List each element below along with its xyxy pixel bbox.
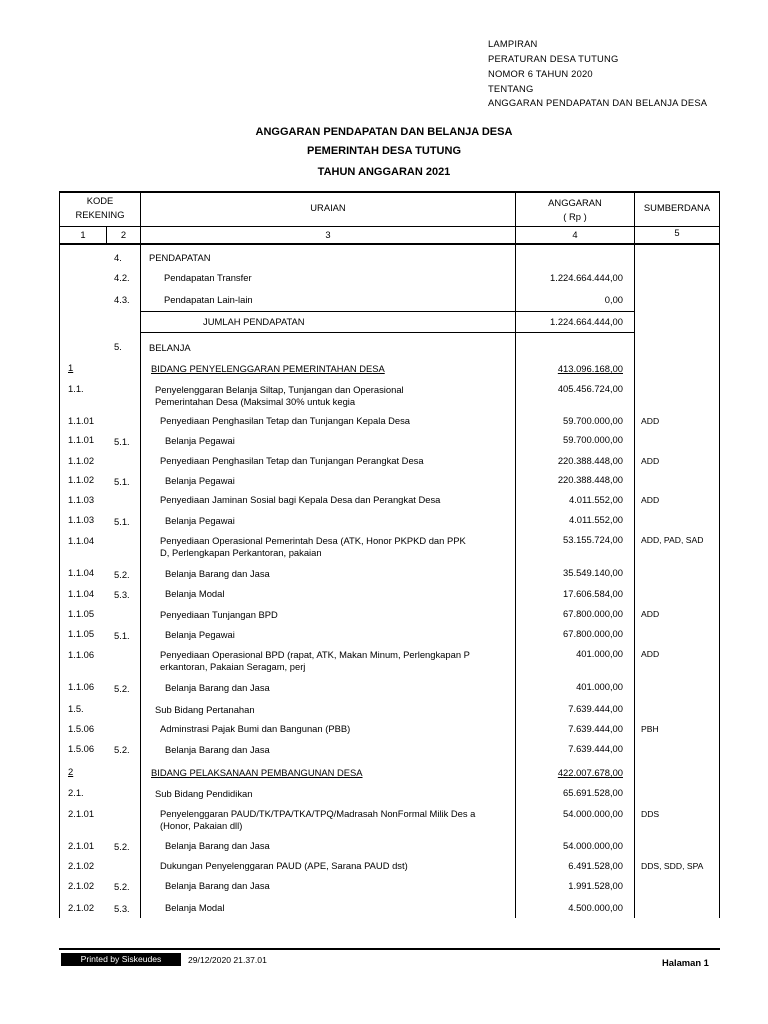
row-code2: 5.3. [114,903,130,914]
jumlah-pendapatan-label: JUMLAH PENDAPATAN [203,316,305,327]
row-code1: 1.1.06 [68,681,95,692]
row-code1: 1.5.06 [68,743,95,754]
row-amount: 1.991.528,00 [568,880,623,891]
row-sumberdana: ADD [641,456,660,466]
row-amount: 405.456.724,00 [557,383,623,394]
row-amount: 401.000,00 [576,648,623,659]
row-code1: 2.1.01 [68,840,95,851]
row-amount: 220.388.448,00 [557,455,623,466]
header-divider [59,226,720,227]
row-code1: 1.1.04 [68,588,95,599]
row-amount: 54.000.000,00 [563,840,623,851]
row-uraian: Belanja Barang dan Jasa [165,880,270,891]
row-uraian: Belanja Pegawai [165,475,235,486]
bidang-title: BIDANG PELAKSANAAN PEMBANGUNAN DESA [151,767,363,778]
row-uraian: Penyediaan Penghasilan Tetap dan Tunjangan Kepala Desa [160,415,411,426]
row-code1: 2 [68,766,74,777]
row-uraian: PENDAPATAN [149,252,211,263]
col-number-1: 1 [80,229,86,240]
row-code1: 2.1.02 [68,880,95,891]
row-code1: 2.1.02 [68,902,95,913]
col-header-sumberdana: SUMBERDANA [643,202,711,213]
row-uraian: Sub Bidang Pendidikan [155,788,253,799]
row-code2: 5.1. [114,436,130,447]
row-uraian: Pendapatan Transfer [164,272,252,283]
row-uraian-cont: Pemerintahan Desa (Maksimal 30% untuk kegia [155,396,356,407]
row-code2: 4. [114,252,122,263]
row-code2: 5.3. [114,589,130,600]
row-amount: 401.000,00 [576,681,623,692]
row-code1: 1.5.06 [68,723,95,734]
row-code1: 1.1.04 [68,535,95,546]
row-code1: 1.1.02 [68,474,95,485]
row-amount: 54.000.000,00 [563,808,623,819]
row-uraian-cont: (Honor, Pakaian dll) [160,820,243,831]
row-code2: 5.1. [114,476,130,487]
row-amount: 53.155.724,00 [563,534,623,545]
row-code1: 2.1.02 [68,860,95,871]
header-tentang: TENTANG [488,83,534,94]
row-sumberdana: DDS [641,809,660,819]
row-sumberdana: ADD [641,416,660,426]
row-code2: 4.3. [114,294,130,305]
jumlah-bottom-line [140,332,635,333]
row-code2: 5. [114,341,122,352]
row-uraian: Adminstrasi Pajak Bumi dan Bangunan (PBB) [160,723,351,734]
row-code1: 1.1.02 [68,455,95,466]
table-left-border [59,191,60,918]
row-sumberdana: PBH [641,724,659,734]
row-code1: 1.1.05 [68,608,95,619]
row-uraian: Pendapatan Lain-lain [164,294,253,305]
col4-border [634,191,635,918]
row-sumberdana: DDS, SDD, SPA [641,861,704,871]
row-sumberdana: ADD, PAD, SAD [641,535,704,545]
row-code1: 1.1.01 [68,415,95,426]
row-code1: 1.1. [68,383,84,394]
table-top-border [59,191,720,193]
row-sumberdana: ADD [641,495,660,505]
row-code2: 5.2. [114,881,130,892]
header-lampiran: LAMPIRAN [488,38,538,49]
col-header-rekening: REKENING [75,209,125,220]
col-number-5: 5 [674,227,680,238]
row-uraian: Belanja Pegawai [165,629,235,640]
row-code1: 1.1.05 [68,628,95,639]
row-uraian: Penyediaan Jaminan Sosial bagi Kepala Desa dan Perangkat Desa [160,494,441,505]
header-subject: ANGGARAN PENDAPATAN DAN BELANJA DESA [488,97,708,108]
row-code2: 4.2. [114,272,130,283]
col-number-2: 2 [120,229,127,240]
row-code1: 2.1. [68,787,84,798]
row-code2: 5.1. [114,516,130,527]
bidang-title: BIDANG PENYELENGGARAN PEMERINTAHAN DESA [151,363,385,374]
row-uraian: Penyelenggaran Belanja Siltap, Tunjangan dan Operasional [155,384,404,395]
bidang-amount: 413.096.168,00 [557,363,623,374]
row-uraian: Belanja Barang dan Jasa [165,682,270,693]
row-uraian: Belanja Barang dan Jasa [165,840,270,851]
row-amount: 7.639.444,00 [568,703,623,714]
row-uraian: Penyediaan Penghasilan Tetap dan Tunjangan Perangkat Desa [160,455,424,466]
table-right-border [719,191,720,918]
col-header-uraian: URAIAN [310,202,346,213]
row-amount: 65.691.528,00 [563,787,623,798]
doc-title: ANGGARAN PENDAPATAN DAN BELANJA DESA [255,126,513,138]
row-uraian-cont: erkantoran, Pakaian Seragam, perj [160,661,306,672]
row-amount: 59.700.000,00 [563,415,623,426]
row-sumberdana: ADD [641,649,660,659]
row-code1: 1.1.03 [68,514,95,525]
row-code1: 1.1.03 [68,494,95,505]
row-uraian-cont: D, Perlengkapan Perkantoran, pakaian [160,547,322,558]
colnum-divider [59,243,720,245]
print-timestamp: 29/12/2020 21.37.01 [188,955,267,965]
col3-border [515,191,516,918]
jumlah-top-line [140,311,635,312]
row-uraian: Penyediaan Operasional Pemerintah Desa (ATK, Honor PKPKD dan PPK [160,535,466,546]
row-amount: 220.388.448,00 [557,474,623,485]
row-amount: 4.500.000,00 [568,902,623,913]
col-header-rp: ( Rp ) [563,211,587,222]
row-code1: 1.1.06 [68,649,95,660]
row-amount: 17.606.584,00 [563,588,623,599]
row-amount: 7.639.444,00 [568,743,623,754]
row-amount: 59.700.000,00 [563,434,623,445]
row-code2: 5.2. [114,569,130,580]
row-amount: 35.549.140,00 [563,567,623,578]
row-code2: 5.2. [114,744,130,755]
row-uraian: Belanja Barang dan Jasa [165,744,270,755]
row-amount: 4.011.552,00 [568,514,623,525]
row-code1: 1.1.04 [68,567,95,578]
row-amount: 67.800.000,00 [563,608,623,619]
col-number-4: 4 [572,229,578,240]
header-nomor: NOMOR 6 TAHUN 2020 [488,68,593,79]
row-amount: 4.011.552,00 [568,494,623,505]
row-uraian: Belanja Barang dan Jasa [165,568,270,579]
row-uraian: Belanja Pegawai [165,515,235,526]
row-amount: 0,00 [604,294,623,305]
row-amount: 7.639.444,00 [568,723,623,734]
row-uraian: Penyediaan Tunjangan BPD [160,609,278,620]
col-header-kode: KODE [86,195,114,206]
doc-subtitle: PEMERINTAH DESA TUTUNG [307,145,461,157]
printed-by-badge: Printed by Siskeudes [61,953,181,966]
row-code2: 5.2. [114,683,130,694]
row-code1: 1.1.01 [68,434,95,445]
row-uraian: BELANJA [149,342,191,353]
col2-border [140,191,141,918]
row-amount: 1.224.664.444,00 [550,272,623,283]
row-uraian: Belanja Modal [165,902,225,913]
row-code1: 1.5. [68,703,84,714]
row-uraian: Dukungan Penyelenggaran PAUD (APE, Sarana PAUD dst) [160,860,408,871]
row-amount: 67.800.000,00 [563,628,623,639]
col-number-3: 3 [325,229,331,240]
row-sumberdana: ADD [641,609,660,619]
doc-year: TAHUN ANGGARAN 2021 [317,166,451,178]
bidang-amount: 422.007.678,00 [557,767,623,778]
header-peraturan: PERATURAN DESA TUTUNG [488,53,619,64]
jumlah-pendapatan-amount: 1.224.664.444,00 [550,316,623,327]
col-header-anggaran: ANGGARAN [548,197,602,208]
row-uraian: Penyelenggaran PAUD/TK/TPA/TKA/TPQ/Madrasah NonFormal Milik Des a [160,808,476,819]
row-code1: 2.1.01 [68,808,95,819]
row-code2: 5.2. [114,841,130,852]
row-uraian: Belanja Pegawai [165,435,235,446]
row-code2: 5.1. [114,630,130,641]
row-uraian: Sub Bidang Pertanahan [155,704,255,715]
row-uraian: Belanja Modal [165,588,225,599]
row-amount: 6.491.528,00 [568,860,623,871]
footer-rule [59,948,720,950]
row-code1: 1 [68,362,74,373]
row-uraian: Penyediaan Operasional BPD (rapat, ATK, Makan Minum, Perlengkapan P [160,649,470,660]
page-number: Halaman 1 [662,957,709,968]
